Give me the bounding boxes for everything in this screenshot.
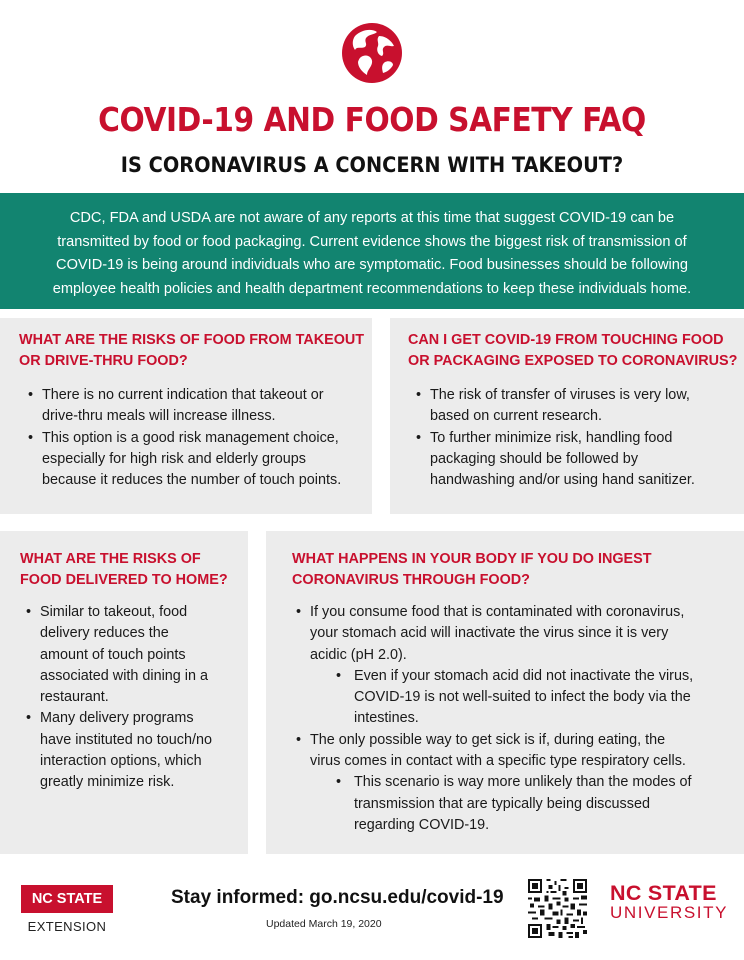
list-item: [26, 708, 244, 793]
page-subtitle: IS CORONAVIRUS A CONCERN WITH TAKEOUT?: [120, 153, 624, 177]
bullet-line: because it reduces the number of touch points.: [42, 472, 342, 489]
heading-line: FOOD DELIVERED TO HOME?: [20, 572, 228, 588]
bullet-line: • The risk of transfer of viruses is very low,: [430, 387, 690, 403]
banner-line: transmitted by food or food packaging. Current evidence shows the biggest risk of transmission of: [57, 233, 687, 250]
ingest-heading: [292, 549, 652, 591]
bullet-line: transmission that are typically being discussed: [354, 795, 650, 812]
banner-line: employee health policies and health department recommendations to keep these individuals home.: [52, 280, 692, 297]
intro-banner: [0, 193, 744, 309]
extension-label: EXTENSION: [27, 919, 107, 934]
bullet-line: handwashing and/or using hand sanitizer.: [430, 472, 695, 489]
bullet-line: acidic (pH 2.0).: [310, 646, 407, 663]
bullet-line: • To further minimize risk, handling food: [430, 429, 673, 446]
bullet-line: associated with dining in a: [40, 667, 208, 684]
heading-line: OR PACKAGING EXPOSED TO CORONAVIRUS?: [408, 353, 738, 369]
bullet-line: intestines.: [354, 710, 419, 727]
takeout-heading: [19, 330, 364, 372]
list-item: [416, 385, 741, 428]
bullet-line: greatly minimize risk.: [40, 774, 175, 791]
takeout-panel: [0, 318, 372, 514]
bullet-line: especially for high risk and elderly groups: [42, 450, 306, 467]
list-item: [28, 385, 368, 428]
heading-line: WHAT ARE THE RISKS OF: [20, 551, 201, 567]
list-item: [416, 428, 741, 492]
sub-bullets: [336, 666, 741, 730]
bullet-line: restaurant.: [40, 689, 109, 706]
bullet-line: • Many delivery programs: [40, 710, 194, 727]
bullet-line: • There is no current indication that takeout or: [42, 387, 324, 403]
packaging-panel: [390, 318, 744, 514]
university-line1: NC STATE: [610, 881, 717, 905]
sub-bullets: [336, 772, 741, 836]
nc-state-university-logo: [610, 881, 729, 922]
updated-date: Updated March 19, 2020: [266, 918, 382, 930]
list-item: [296, 730, 741, 836]
list-item: [336, 772, 741, 836]
bullet-line: based on current research.: [430, 408, 602, 425]
stay-informed-link[interactable]: Stay informed: go.ncsu.edu/covid-19: [171, 887, 504, 908]
bullet-line: have instituted no touch/no: [40, 731, 213, 748]
bullet-line: amount of touch points: [40, 646, 186, 663]
list-item: [26, 602, 244, 708]
bullet-line: drive-thru meals will increase illness.: [42, 408, 276, 425]
takeout-bullets: [28, 385, 368, 491]
globe-icon: [341, 22, 403, 84]
heading-line: OR DRIVE-THRU FOOD?: [19, 353, 188, 369]
packaging-bullets: [416, 385, 741, 491]
heading-line: CORONAVIRUS THROUGH FOOD?: [292, 572, 530, 588]
bullet-line: • If you consume food that is contaminated with coronavirus,: [310, 604, 685, 620]
list-item: [296, 602, 741, 730]
page-title: COVID-19 AND FOOD SAFETY FAQ: [98, 100, 646, 139]
bullet-line: interaction options, which: [40, 753, 202, 770]
university-line2: UNIVERSITY: [610, 903, 729, 922]
qr-code-icon[interactable]: [528, 879, 587, 938]
delivery-heading: [20, 549, 228, 591]
bullet-line: your stomach acid will inactivate the virus since it is very: [310, 625, 669, 642]
bullet-line: • This option is a good risk management choice,: [42, 429, 339, 446]
bullet-line: virus comes in contact with a specific type respiratory cells.: [310, 753, 686, 770]
bullet-line: packaging should be followed by: [430, 450, 639, 467]
bullet-line: regarding COVID-19.: [354, 816, 490, 833]
ingest-panel: [266, 531, 744, 854]
heading-line: WHAT HAPPENS IN YOUR BODY IF YOU DO INGEST: [292, 551, 652, 567]
bullet-line: • Even if your stomach acid did not inactivate the virus,: [354, 667, 694, 684]
packaging-heading: [408, 330, 737, 372]
bullet-line: • Similar to takeout, food: [40, 604, 188, 620]
delivery-bullets: [26, 602, 244, 794]
bullet-line: COVID-19 is not well-suited to infect the body via the: [354, 689, 691, 706]
banner-line: COVID-19 is being around individuals who are symptomatic. Food businesses should be following: [56, 257, 688, 273]
list-item: [28, 428, 368, 492]
heading-line: WHAT ARE THE RISKS OF FOOD FROM TAKEOUT: [19, 332, 365, 348]
bullet-line: • The only possible way to get sick is if, during eating, the: [310, 731, 666, 748]
delivery-panel: [0, 531, 248, 854]
nc-state-extension-badge: NC STATE: [21, 885, 113, 913]
bullet-line: • This scenario is way more unlikely than the modes of: [354, 774, 692, 791]
list-item: [336, 666, 741, 730]
banner-line: CDC, FDA and USDA are not aware of any reports at this time that suggest COVID-19 can be: [69, 210, 675, 226]
heading-line: CAN I GET COVID-19 FROM TOUCHING FOOD: [408, 332, 724, 348]
bullet-line: delivery reduces the: [40, 625, 169, 642]
ingest-bullets: [296, 602, 741, 836]
